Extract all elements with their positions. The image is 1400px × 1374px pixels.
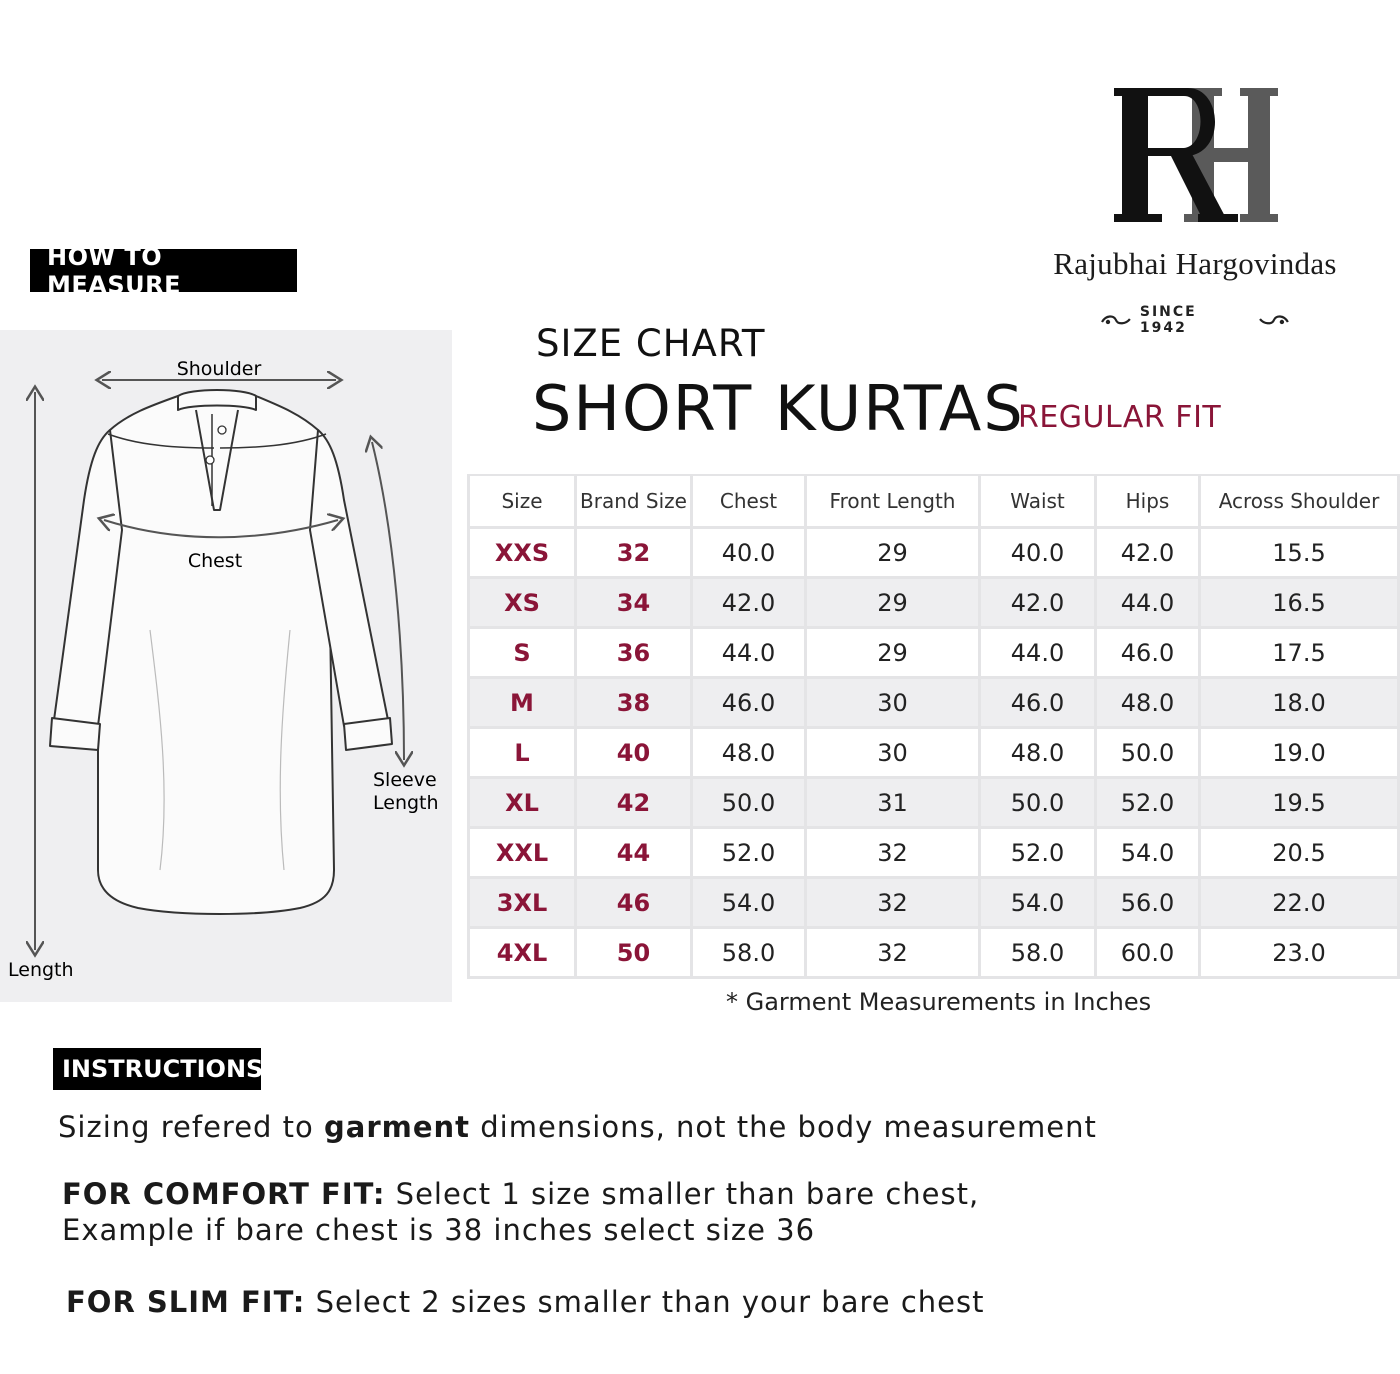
header-size: Size bbox=[467, 474, 577, 529]
sizing-text-pre: Sizing refered to bbox=[58, 1110, 325, 1144]
size-cell: XL bbox=[467, 779, 577, 829]
waist-cell: 54.0 bbox=[981, 879, 1097, 929]
size-cell: 3XL bbox=[467, 879, 577, 929]
hips-cell: 48.0 bbox=[1097, 679, 1201, 729]
across-shoulder-cell: 17.5 bbox=[1201, 629, 1400, 679]
how-to-measure-badge: HOW TO MEASURE bbox=[30, 249, 297, 292]
brand-size-cell: 46 bbox=[577, 879, 693, 929]
hips-cell: 44.0 bbox=[1097, 579, 1201, 629]
header-front-length: Front Length bbox=[807, 474, 981, 529]
front-length-cell: 29 bbox=[807, 579, 981, 629]
table-header-row bbox=[467, 474, 1400, 529]
hips-cell: 60.0 bbox=[1097, 929, 1201, 979]
front-length-cell: 32 bbox=[807, 929, 981, 979]
hips-cell: 54.0 bbox=[1097, 829, 1201, 879]
hips-cell: 42.0 bbox=[1097, 529, 1201, 579]
comfort-fit-text: Select 1 size smaller than bare chest, bbox=[385, 1177, 980, 1211]
slim-fit-label: FOR SLIM FIT: bbox=[66, 1285, 306, 1319]
waist-cell: 52.0 bbox=[981, 829, 1097, 879]
chest-cell: 42.0 bbox=[693, 579, 807, 629]
waist-cell: 42.0 bbox=[981, 579, 1097, 629]
brand-size-cell: 42 bbox=[577, 779, 693, 829]
product-title: SHORT KURTAS bbox=[532, 372, 1025, 445]
size-cell: L bbox=[467, 729, 577, 779]
brand-size-cell: 32 bbox=[577, 529, 693, 579]
table-row bbox=[467, 529, 1400, 579]
brand-size-cell: 34 bbox=[577, 579, 693, 629]
header-brand-size: Brand Size bbox=[577, 474, 693, 529]
since-text: SINCE 1942 bbox=[1139, 304, 1197, 336]
brand-name: Rajubhai Hargovindas bbox=[1053, 246, 1337, 281]
front-length-cell: 29 bbox=[807, 629, 981, 679]
instruction-comfort-line bbox=[62, 1177, 979, 1211]
chest-cell: 58.0 bbox=[693, 929, 807, 979]
instructions-badge: INSTRUCTIONS: bbox=[53, 1048, 261, 1090]
instruction-slim-line bbox=[66, 1285, 984, 1319]
waist-cell: 48.0 bbox=[981, 729, 1097, 779]
across-shoulder-cell: 23.0 bbox=[1201, 929, 1400, 979]
brand-size-cell: 44 bbox=[577, 829, 693, 879]
table-row bbox=[467, 929, 1400, 979]
chest-cell: 40.0 bbox=[693, 529, 807, 579]
front-length-cell: 30 bbox=[807, 729, 981, 779]
front-length-cell: 32 bbox=[807, 879, 981, 929]
instruction-sizing-line bbox=[58, 1110, 1097, 1144]
header-across-shoulder: Across Shoulder bbox=[1201, 474, 1400, 529]
since-tagline bbox=[1100, 304, 1290, 336]
chest-cell: 52.0 bbox=[693, 829, 807, 879]
front-length-cell: 29 bbox=[807, 529, 981, 579]
header-hips: Hips bbox=[1097, 474, 1201, 529]
chest-label: Chest bbox=[187, 550, 243, 572]
front-length-cell: 30 bbox=[807, 679, 981, 729]
across-shoulder-cell: 19.5 bbox=[1201, 779, 1400, 829]
instruction-comfort-example: Example if bare chest is 38 inches select size 36 bbox=[62, 1213, 816, 1247]
waist-cell: 46.0 bbox=[981, 679, 1097, 729]
chest-cell: 54.0 bbox=[693, 879, 807, 929]
table-row bbox=[467, 629, 1400, 679]
table-row bbox=[467, 879, 1400, 929]
across-shoulder-cell: 20.5 bbox=[1201, 829, 1400, 879]
flourish-left-icon bbox=[1100, 313, 1134, 327]
brand-size-cell: 36 bbox=[577, 629, 693, 679]
sizing-text-bold: garment bbox=[324, 1110, 471, 1144]
waist-cell: 50.0 bbox=[981, 779, 1097, 829]
chest-cell: 48.0 bbox=[693, 729, 807, 779]
table-row bbox=[467, 579, 1400, 629]
brand-size-cell: 38 bbox=[577, 679, 693, 729]
across-shoulder-cell: 22.0 bbox=[1201, 879, 1400, 929]
flourish-right-icon bbox=[1256, 313, 1290, 327]
size-cell: 4XL bbox=[467, 929, 577, 979]
waist-cell: 44.0 bbox=[981, 629, 1097, 679]
brand-logo bbox=[1100, 80, 1290, 230]
size-cell: M bbox=[467, 679, 577, 729]
sleeve-label-line2: Length bbox=[373, 792, 439, 814]
brand-size-cell: 50 bbox=[577, 929, 693, 979]
brand-size-cell: 40 bbox=[577, 729, 693, 779]
waist-cell: 40.0 bbox=[981, 529, 1097, 579]
chest-cell: 44.0 bbox=[693, 629, 807, 679]
shoulder-label: Shoulder bbox=[176, 358, 262, 380]
header-chest: Chest bbox=[693, 474, 807, 529]
hips-cell: 50.0 bbox=[1097, 729, 1201, 779]
size-cell: S bbox=[467, 629, 577, 679]
hips-cell: 56.0 bbox=[1097, 879, 1201, 929]
fit-label: REGULAR FIT bbox=[1018, 400, 1222, 435]
chest-cell: 50.0 bbox=[693, 779, 807, 829]
table-row bbox=[467, 829, 1400, 879]
comfort-fit-label: FOR COMFORT FIT: bbox=[62, 1177, 386, 1211]
front-length-cell: 32 bbox=[807, 829, 981, 879]
front-length-cell: 31 bbox=[807, 779, 981, 829]
size-cell: XXL bbox=[467, 829, 577, 879]
length-label: Length bbox=[8, 959, 74, 981]
chest-cell: 46.0 bbox=[693, 679, 807, 729]
header-waist: Waist bbox=[981, 474, 1097, 529]
waist-cell: 58.0 bbox=[981, 929, 1097, 979]
slim-fit-text: Select 2 sizes smaller than your bare chest bbox=[305, 1285, 985, 1319]
size-cell: XS bbox=[467, 579, 577, 629]
across-shoulder-cell: 19.0 bbox=[1201, 729, 1400, 779]
table-row bbox=[467, 779, 1400, 829]
hips-cell: 52.0 bbox=[1097, 779, 1201, 829]
sizing-text-post: dimensions, not the body measurement bbox=[470, 1110, 1097, 1144]
across-shoulder-cell: 15.5 bbox=[1201, 529, 1400, 579]
kurta-illustration bbox=[0, 330, 452, 1002]
table-row bbox=[467, 679, 1400, 729]
across-shoulder-cell: 18.0 bbox=[1201, 679, 1400, 729]
hips-cell: 46.0 bbox=[1097, 629, 1201, 679]
sleeve-label-line1: Sleeve bbox=[373, 769, 437, 791]
across-shoulder-cell: 16.5 bbox=[1201, 579, 1400, 629]
size-chart-heading: SIZE CHART bbox=[536, 322, 766, 365]
table-row bbox=[467, 729, 1400, 779]
size-chart-table bbox=[467, 474, 1400, 979]
size-cell: XXS bbox=[467, 529, 577, 579]
measurement-footnote: * Garment Measurements in Inches bbox=[726, 988, 1152, 1016]
